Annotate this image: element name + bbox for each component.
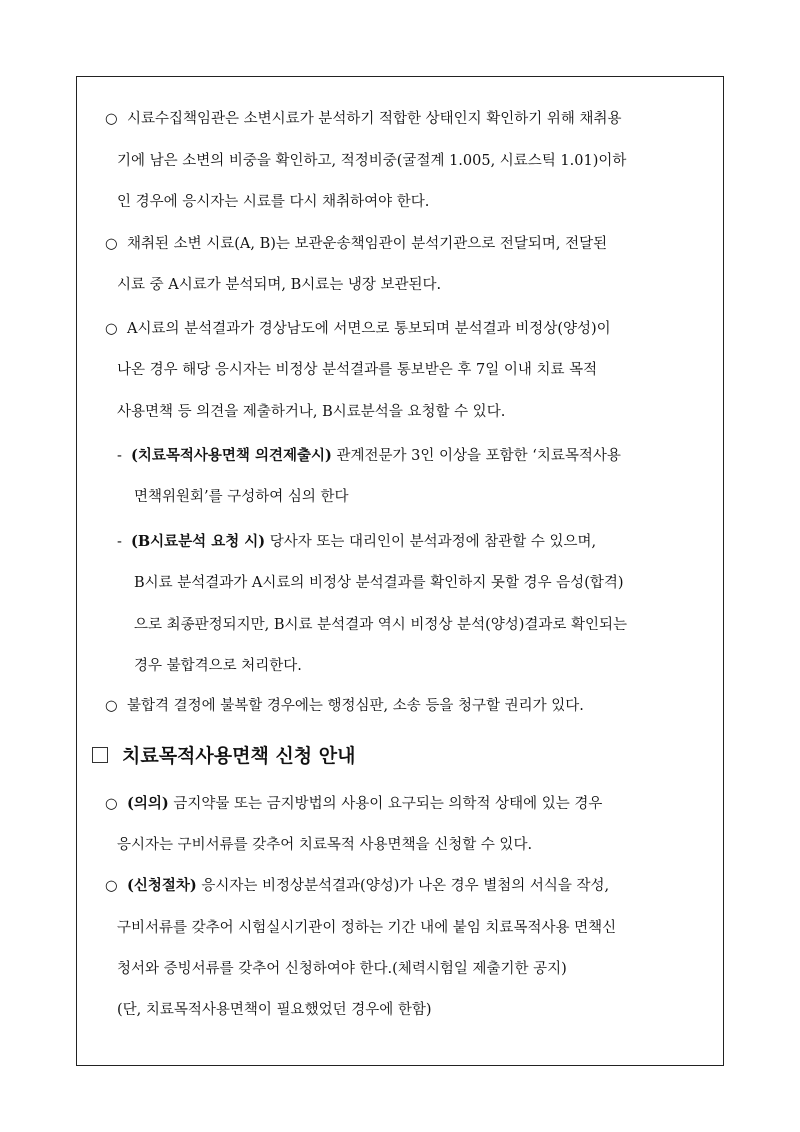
circle-bullet-icon: ○ (105, 796, 118, 812)
sub-item-2-line-4: 경우 불합격으로 처리한다. (134, 658, 302, 674)
sub-item-2-line-3: 으로 최종판정되지만, B시료 분석결과 역시 비정상 분석(양성)결과로 확인되는 (134, 617, 628, 633)
circle-bullet-icon: ○ (105, 878, 118, 894)
checkbox-square-icon (92, 747, 108, 763)
section-heading: 치료목적사용면책 신청 안내 (92, 741, 355, 768)
document-frame (76, 76, 724, 1066)
circle-bullet-icon: ○ (105, 111, 118, 127)
sub-item-2-line-2: B시료 분석결과가 A시료의 비정상 분석결과를 확인하지 못할 경우 음성(합격) (134, 575, 624, 591)
circle-bullet-icon: ○ (105, 321, 118, 337)
paragraph-5-line-2: 응시자는 구비서류를 갖추어 치료목적 사용면책을 신청할 수 있다. (117, 837, 533, 853)
paragraph-3-line-1: ○ A시료의 분석결과가 경상남도에 서면으로 통보되며 분석결과 비정상(양성)이 (105, 321, 611, 337)
paragraph-3-line-2: 나온 경우 해당 응시자는 비정상 분석결과를 통보받은 후 7일 이내 치료 목적 (117, 362, 598, 378)
sub-item-1-line-2: 면책위원회’를 구성하여 심의 한다 (134, 489, 349, 505)
sub-item-1-line-1: - (치료목적사용면책 의견제출시) 관계전문가 3인 이상을 포함한 ‘치료목적사용 (117, 447, 621, 464)
paragraph-1-line-1: ○ 시료수집책임관은 소변시료가 분석하기 적합한 상태인지 확인하기 위해 채취용 (105, 111, 622, 127)
paragraph-6-line-4: (단, 치료목적사용면책이 필요했었던 경우에 한함) (117, 1002, 432, 1018)
paragraph-4-line-1: ○ 불합격 결정에 불복할 경우에는 행정심판, 소송 등을 청구할 권리가 있다. (105, 698, 584, 714)
paragraph-5-line-1: ○ (의의) 금지약물 또는 금지방법의 사용이 요구되는 의학적 상태에 있는 경우 (105, 795, 603, 812)
paragraph-6-line-2: 구비서류를 갖추어 시험실시기관이 정하는 기간 내에 붙임 치료목적사용 면책신 (117, 920, 617, 936)
paragraph-2-line-2: 시료 중 A시료가 분석되며, B시료는 냉장 보관된다. (117, 277, 442, 293)
circle-bullet-icon: ○ (105, 698, 118, 714)
sub-item-2-line-1: - (B시료분석 요청 시) 당사자 또는 대리인이 분석과정에 참관할 수 있으며, (117, 533, 597, 550)
paragraph-6-line-3: 청서와 증빙서류를 갖추어 신청하여야 한다.(체력시험일 제출기한 공지) (117, 961, 567, 977)
paragraph-2-line-1: ○ 채취된 소변 시료(A, B)는 보관운송책임관이 분석기관으로 전달되며, 전달된 (105, 236, 608, 252)
paragraph-1-line-2: 기에 남은 소변의 비중을 확인하고, 적정비중(굴절계 1.005, 시료스틱 1.01)이하 (117, 153, 627, 169)
paragraph-3-line-3: 사용면책 등 의견을 제출하거나, B시료분석을 요청할 수 있다. (117, 404, 506, 420)
circle-bullet-icon: ○ (105, 236, 118, 252)
paragraph-1-line-3: 인 경우에 응시자는 시료를 다시 채취하여야 한다. (117, 194, 430, 210)
paragraph-6-line-1: ○ (신청절차) 응시자는 비정상분석결과(양성)가 나온 경우 별첨의 서식을 작성, (105, 877, 610, 894)
